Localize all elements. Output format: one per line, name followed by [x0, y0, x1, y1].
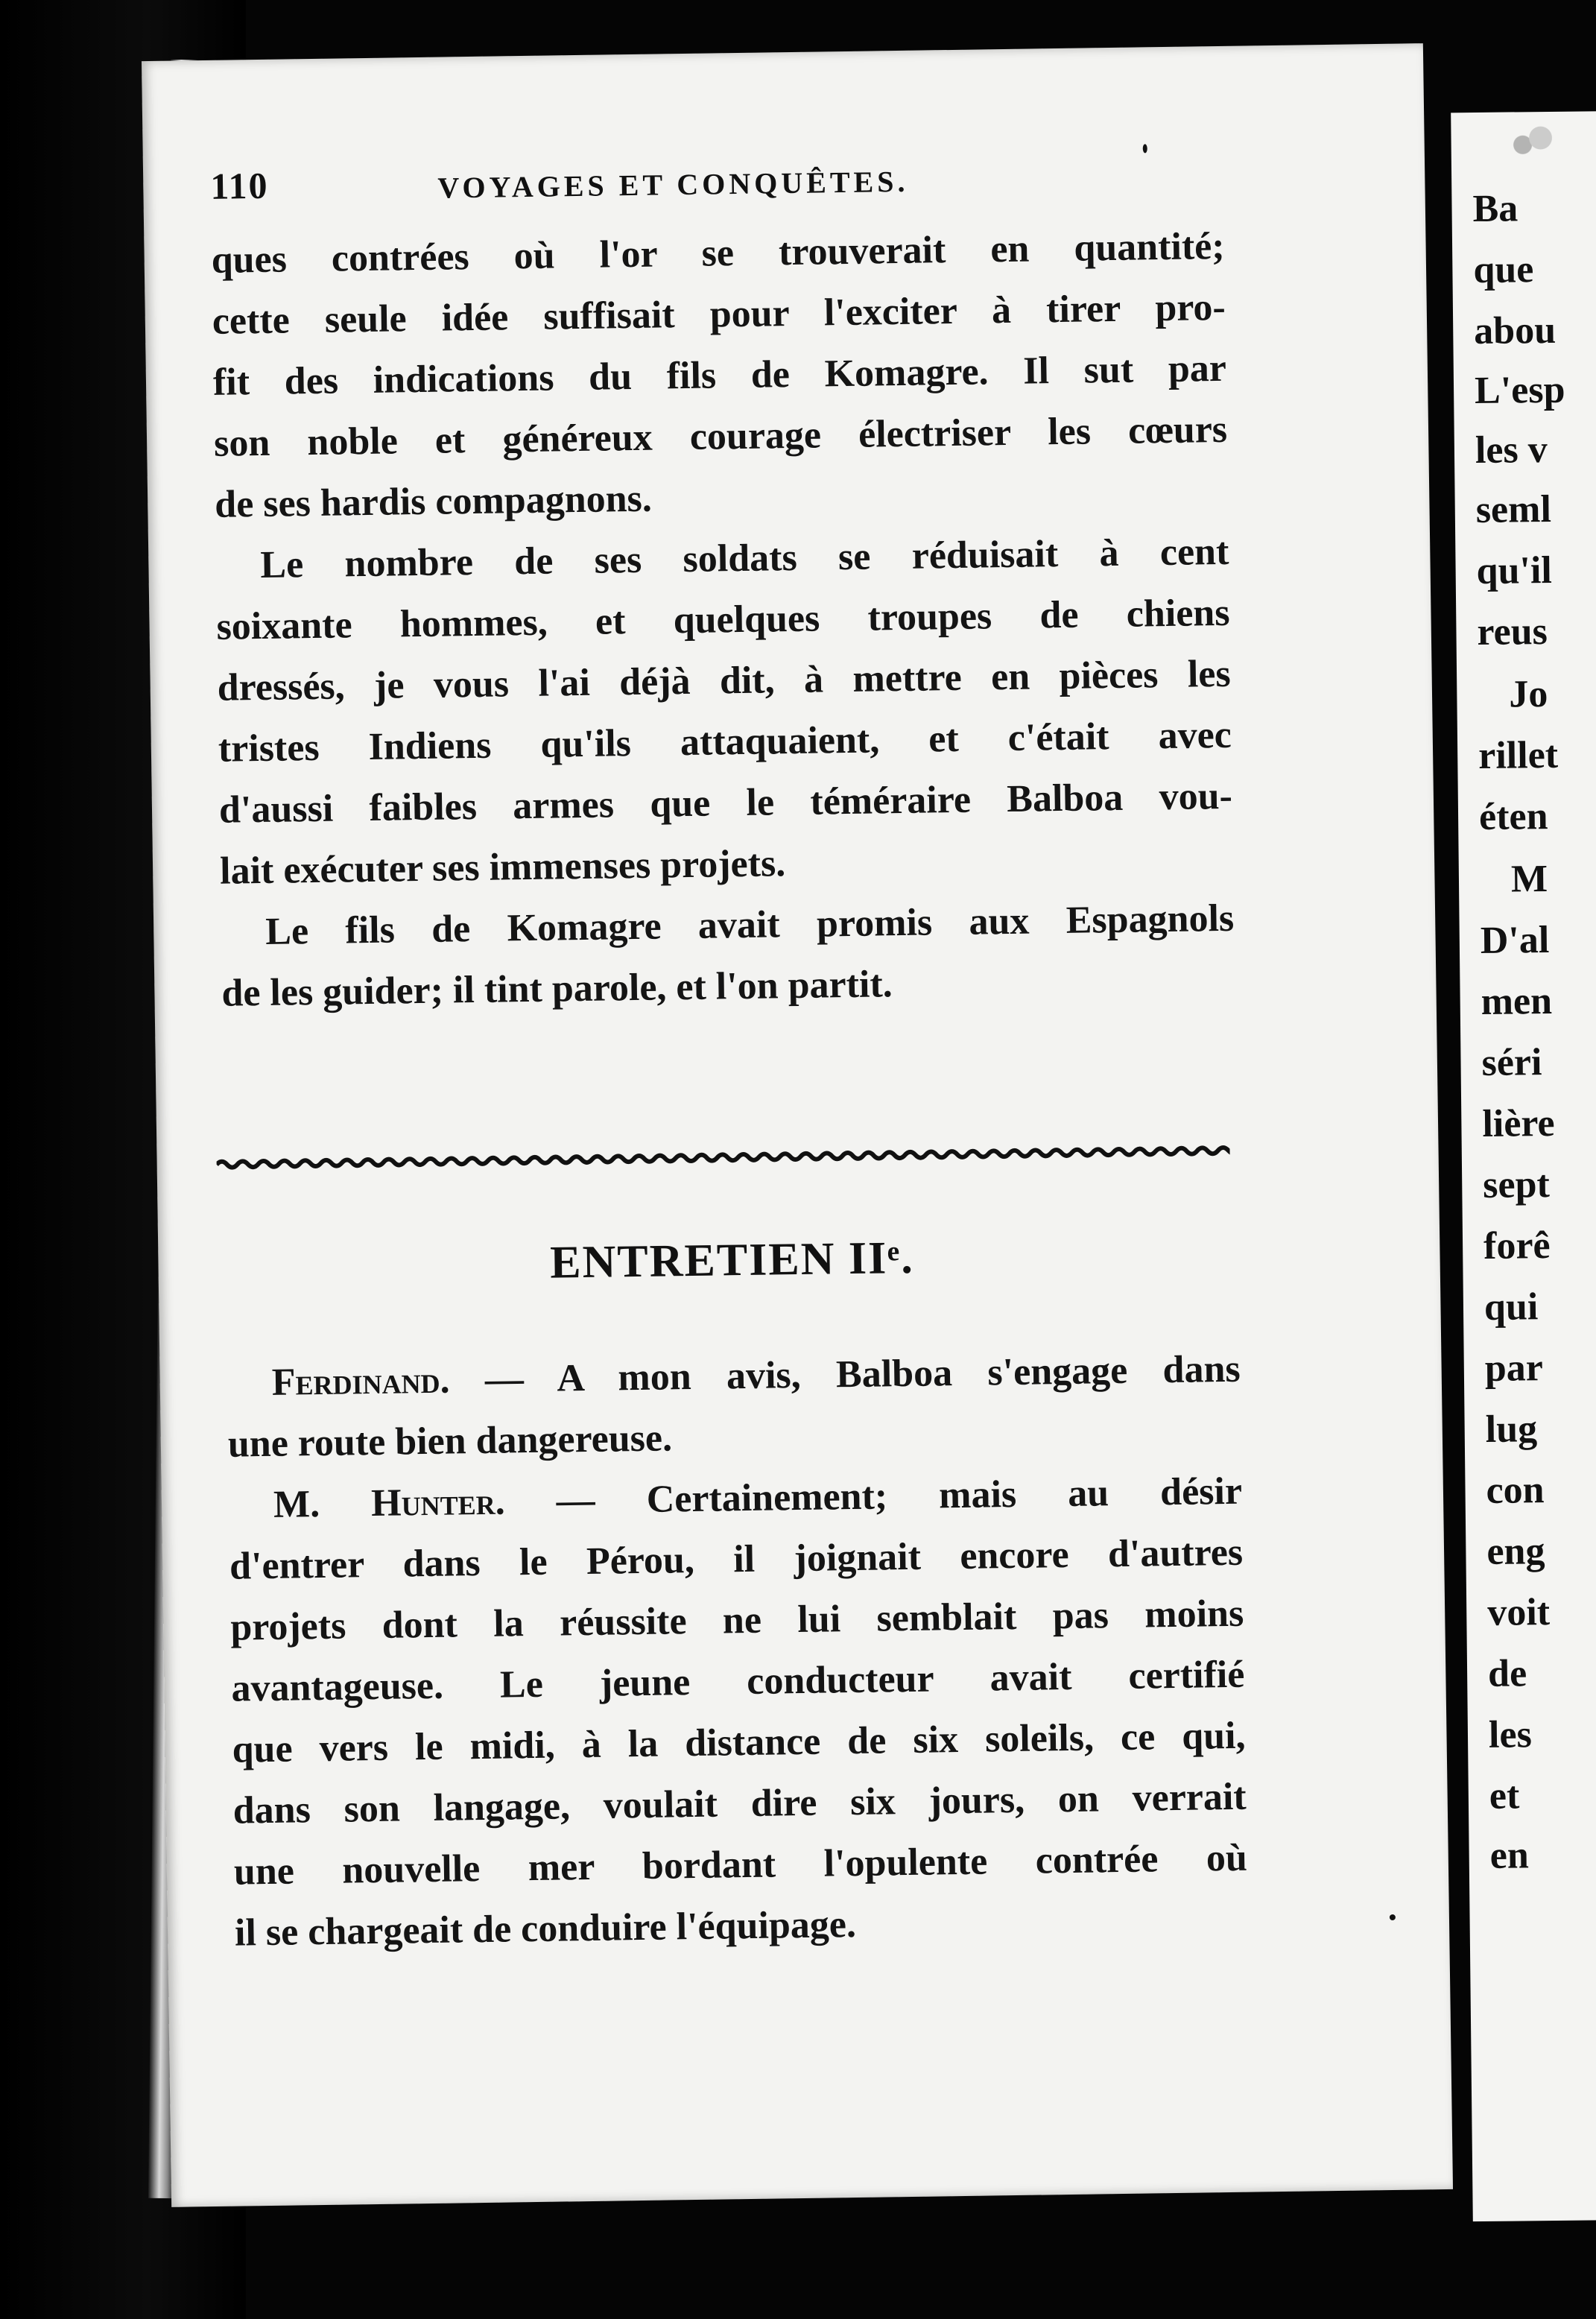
facing-page-fragment: éten — [1478, 795, 1548, 838]
facing-page-fragment: sept — [1482, 1163, 1551, 1206]
ornamental-rule — [216, 1142, 1229, 1174]
facing-page-fragment: de — [1487, 1652, 1527, 1695]
text-line: ques contrées où l'or se trouverait en quantité; — [211, 224, 1225, 282]
text-line: il se chargeait de conduire l'équipage. — [234, 1903, 857, 1955]
body-text-dialogue — [227, 1339, 1248, 1964]
facing-page-fragment: Jo — [1509, 673, 1548, 716]
facing-page-fragment: lug — [1485, 1408, 1538, 1451]
speaker-name: Ferdinand. — [271, 1358, 450, 1404]
facing-page-fragment: reus — [1477, 610, 1548, 654]
text-line: une route bien dangereuse. — [227, 1417, 673, 1466]
text-line: Le nombre de ses soldats se réduisait à cent — [260, 530, 1229, 586]
text-line: Le fils de Komagre avait promis aux Espagnols — [265, 896, 1235, 953]
facing-page-fragment: qui — [1483, 1285, 1539, 1329]
running-head: VOYAGES ET CONQUÊTES. — [437, 164, 909, 205]
facing-page-fragment: séri — [1481, 1041, 1542, 1084]
text-line: de ses hardis compagnons. — [214, 477, 653, 526]
facing-page-fragment: men — [1481, 979, 1553, 1023]
facing-page-fragment: seml — [1475, 487, 1552, 532]
facing-page-fragment: M — [1510, 858, 1548, 901]
text-line: dans son langage, voulait dire six jours, on verrait — [232, 1775, 1247, 1832]
ink-speck — [1143, 144, 1147, 153]
facing-page-fragment: abou — [1473, 309, 1557, 353]
text-line: que vers le midi, à la distance de six soleils, ce qui, — [232, 1714, 1246, 1771]
section-title: ENTRETIEN IIᵉ. — [549, 1232, 915, 1288]
facing-page-fragment: voit — [1486, 1591, 1551, 1634]
dialogue-text: — A mon avis, Balboa s'engage dans — [484, 1347, 1241, 1401]
text-line: son noble et généreux courage électriser les cœurs — [213, 408, 1228, 465]
text-line: de les guider; il tint parole, et l'on partit. — [221, 963, 893, 1015]
facing-page-fragment: que — [1473, 248, 1534, 292]
dialogue-text: — Certainement; mais au désir — [556, 1469, 1243, 1522]
text-line: lait exécuter ses immenses projets. — [219, 842, 786, 893]
facing-page-fragment: en — [1489, 1834, 1529, 1877]
facing-page-fragment: forê — [1483, 1224, 1551, 1268]
text-line: d'entrer dans le Pérou, il joignait encore d'autres — [229, 1531, 1244, 1588]
text-line: fit des indications du fils de Komagre. Il sut par — [212, 347, 1227, 404]
facing-page-fragment: et — [1489, 1774, 1520, 1817]
body-text-top — [211, 216, 1235, 1025]
text-line: d'aussi faibles armes que le téméraire Balboa vou- — [218, 774, 1233, 832]
ornament-icon — [1495, 111, 1586, 172]
ink-speck — [1390, 1914, 1396, 1920]
facing-page-fragment: Ba — [1472, 187, 1519, 231]
facing-page-fragment: rillet — [1478, 733, 1559, 777]
text-line: dressés, je vous l'ai déjà dit, à mettre en pièces les — [217, 652, 1231, 709]
facing-page-fragment: les — [1488, 1713, 1533, 1756]
text-line: soixante hommes, et quelques troupes de chiens — [216, 591, 1230, 648]
book-page-110 — [142, 43, 1453, 2207]
text-line: cette seule idée suffisait pour l'exciter à tirer pro- — [212, 285, 1226, 343]
text-line: tristes Indiens qu'ils attaquaient, et c'était avec — [218, 713, 1232, 771]
page-number: 110 — [209, 164, 269, 207]
facing-page-fragment: L'esp — [1474, 368, 1565, 413]
facing-page-fragment: lière — [1482, 1101, 1555, 1145]
text-line: projets dont la réussite ne lui semblait pas moins — [229, 1592, 1244, 1649]
text-line: avantageuse. Le jeune conducteur avait certifié — [231, 1653, 1245, 1710]
facing-page-fragment: qu'il — [1476, 548, 1553, 593]
facing-page-fragment: eng — [1486, 1530, 1545, 1573]
facing-page-fragment: par — [1484, 1347, 1544, 1390]
facing-page-edge — [1451, 111, 1596, 2221]
text-line: une nouvelle mer bordant l'opulente contrée où — [233, 1836, 1248, 1894]
facing-page-fragment: con — [1486, 1469, 1545, 1512]
facing-page-fragment: D'al — [1480, 919, 1550, 962]
facing-page-fragment: les v — [1475, 428, 1548, 472]
speaker-name: M. Hunter. — [273, 1480, 506, 1526]
